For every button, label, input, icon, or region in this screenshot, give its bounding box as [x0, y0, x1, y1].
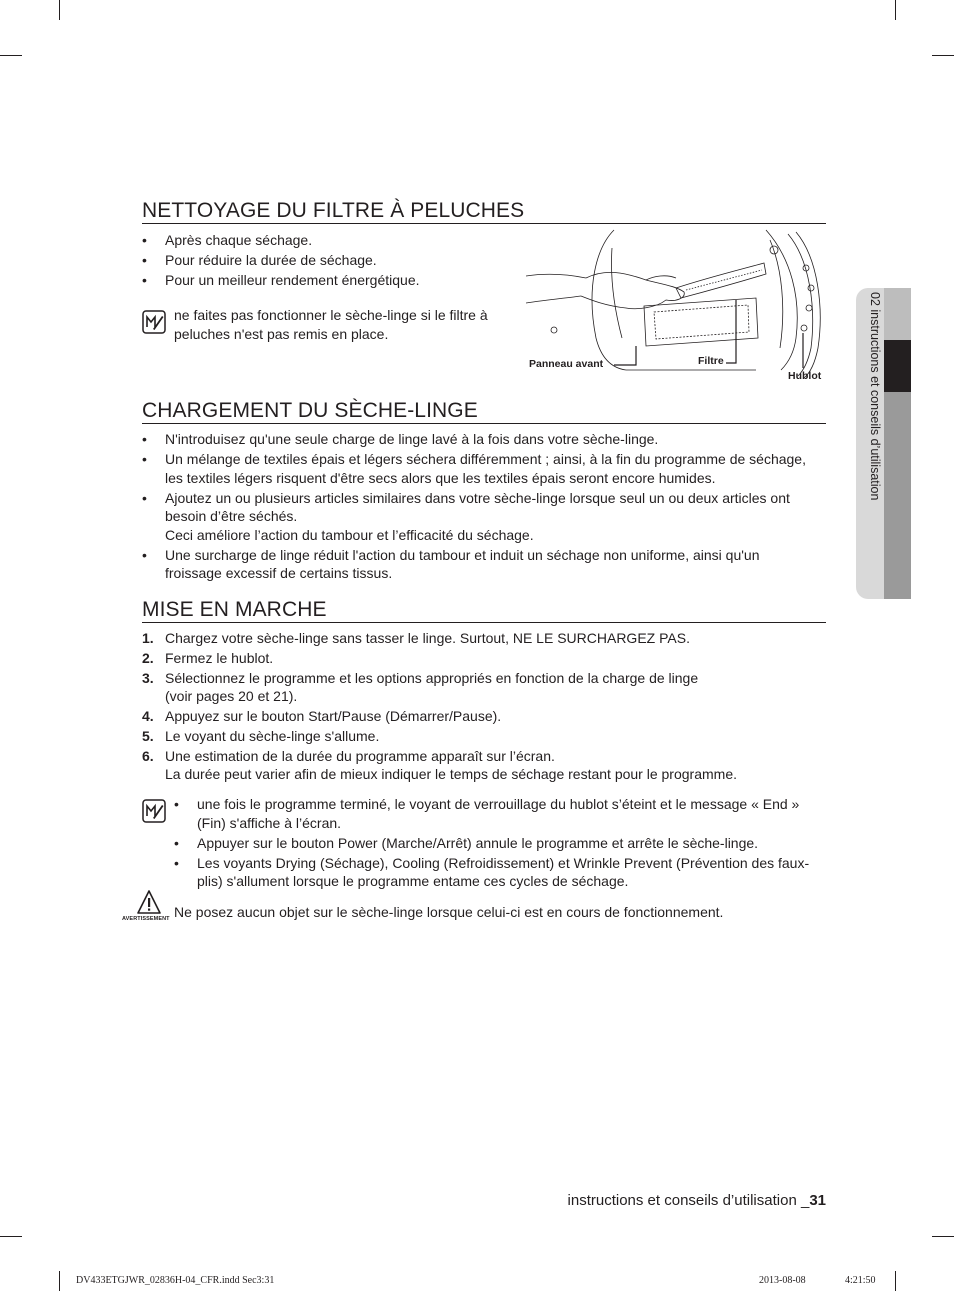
list-item [142, 546, 826, 583]
step-number: 6. [142, 747, 154, 764]
list-item [174, 834, 824, 853]
list-item [142, 707, 826, 725]
footer-label: instructions et conseils d’utilisation _ [567, 1192, 810, 1209]
crop-mark [0, 55, 22, 56]
section-title-mise-en-marche: MISE EN MARCHE [142, 598, 826, 623]
list-item-line: Chargez votre sèche-linge sans tasser le linge. Surtout, NE LE SURCHARGEZ PAS. [165, 630, 690, 646]
list-item [142, 649, 826, 667]
crop-mark [895, 1271, 896, 1291]
list-item [174, 795, 824, 832]
section-title-chargement: CHARGEMENT DU SÈCHE-LINGE [142, 399, 826, 424]
crop-mark [932, 1236, 954, 1237]
crop-mark [895, 0, 896, 20]
figure-label-filtre: Filtre [698, 355, 724, 367]
step-number: 4. [142, 707, 154, 724]
list-item-line: Fermez le hublot. [165, 649, 274, 666]
list-item: • Pour réduire la durée de séchage. [142, 251, 562, 270]
list-item-line: • Appuyer sur le bouton Power (Marche/Arrêt) annule le programme et arrête le sèche-linge. [197, 834, 759, 851]
figure-label-panneau: Panneau avant [529, 358, 604, 370]
section-title-nettoyage: NETTOYAGE DU FILTRE À PELUCHES [142, 199, 826, 224]
crop-mark [932, 55, 954, 56]
list-item-line: Appuyez sur le bouton Start/Pause (Démarrer/Pause). [165, 707, 502, 724]
side-tab-segment [884, 288, 911, 340]
step-number: 2. [142, 649, 154, 666]
note-text [174, 306, 514, 343]
note-icon [142, 799, 166, 823]
list-item [142, 629, 826, 647]
note-bullet-list [174, 795, 824, 892]
list-item-line: • Un mélange de textiles épais et légers séchera différemment ; ainsi, à la fin du programme de séchage, [165, 451, 806, 468]
step-number: 3. [142, 669, 154, 686]
figure-label-hublot: Hublot [788, 370, 822, 382]
crop-mark [59, 0, 60, 20]
list-item-line: besoin d’être séchés. [165, 508, 298, 525]
list-item-line: La durée peut varier afin de mieux indiquer le temps de séchage restant pour le programme. [165, 766, 737, 783]
list-item-line: froissage excessif de certains tissus. [165, 565, 393, 582]
list-item-line: les textiles légers risquent d'être secs alors que les textiles épais seront encore humides. [165, 469, 716, 486]
list-item-line: Sélectionnez le programme et les options appropriés en fonction de la charge de linge [165, 669, 699, 686]
note-line: peluches n'est pas remis en place. [174, 325, 389, 342]
step-number: 5. [142, 727, 154, 744]
side-tab-label: 02 instructions et conseils d’utilisation [868, 292, 882, 501]
bullet-list [142, 430, 826, 584]
list-item-line: plis) s'allument lorsque le programme entame ces cycles de séchage. [197, 873, 629, 889]
side-tab-segment [884, 392, 911, 599]
list-item-line: Le voyant du sèche-linge s'allume. [165, 727, 380, 744]
bullet-list [142, 231, 562, 291]
list-item [142, 489, 826, 545]
list-item [142, 450, 826, 487]
list-item-line: • une fois le programme terminé, le voyant de verrouillage du hublot s’éteint et le message « End » [197, 796, 800, 812]
warning-text: Ne posez aucun objet sur le sèche-linge lorsque celui-ci est en cours de fonctionnement. [174, 904, 724, 920]
list-item [142, 727, 826, 745]
list-item [174, 854, 824, 891]
slug-date: 2013-08-08 [759, 1275, 806, 1286]
list-item: • Après chaque séchage. [142, 231, 562, 250]
list-item-line: Ceci améliore l’action du tambour et l’efficacité du séchage. [165, 526, 534, 543]
list-item-line: • Les voyants Drying (Séchage), Cooling (Refroidissement) et Wrinkle Prevent (Prévention des faux- [197, 854, 810, 871]
list-item-line: • Ajoutez un ou plusieurs articles similaires dans votre sèche-linge lorsque seul un ou deux articles ont [165, 489, 790, 506]
slug-time: 4:21:50 [845, 1275, 876, 1286]
list-item [142, 747, 826, 784]
list-item [142, 669, 826, 706]
list-item-line: (Fin) s'affiche à l’écran. [197, 814, 342, 831]
slug-file: DV433ETGJWR_02836H-04_CFR.indd Sec3:31 [76, 1275, 275, 1286]
list-item-line: Une estimation de la durée du programme apparaît sur l’écran. [165, 747, 555, 764]
warning-label: AVERTISSEMENT [122, 916, 170, 922]
page-footer [568, 1192, 826, 1209]
numbered-list [142, 629, 826, 785]
note-line: ne faites pas fonctionner le sèche-linge si le filtre à [174, 307, 488, 323]
crop-mark [59, 1271, 60, 1291]
side-tab-active-segment [884, 340, 911, 392]
list-item-line: (voir pages 20 et 21). [165, 688, 298, 705]
list-item-line: • N'introduisez qu'une seule charge de linge lavé à la fois dans votre sèche-linge. [165, 431, 659, 447]
crop-mark [0, 1236, 22, 1237]
step-number: 1. [142, 630, 154, 646]
page-number: 31 [809, 1192, 826, 1209]
list-item [142, 430, 826, 449]
list-item-line: • Une surcharge de linge réduit l'action du tambour et induit un séchage non uniforme, ainsi qu'un [165, 546, 760, 563]
list-item: • Pour un meilleur rendement énergétique. [142, 271, 562, 290]
note-icon [142, 310, 166, 334]
